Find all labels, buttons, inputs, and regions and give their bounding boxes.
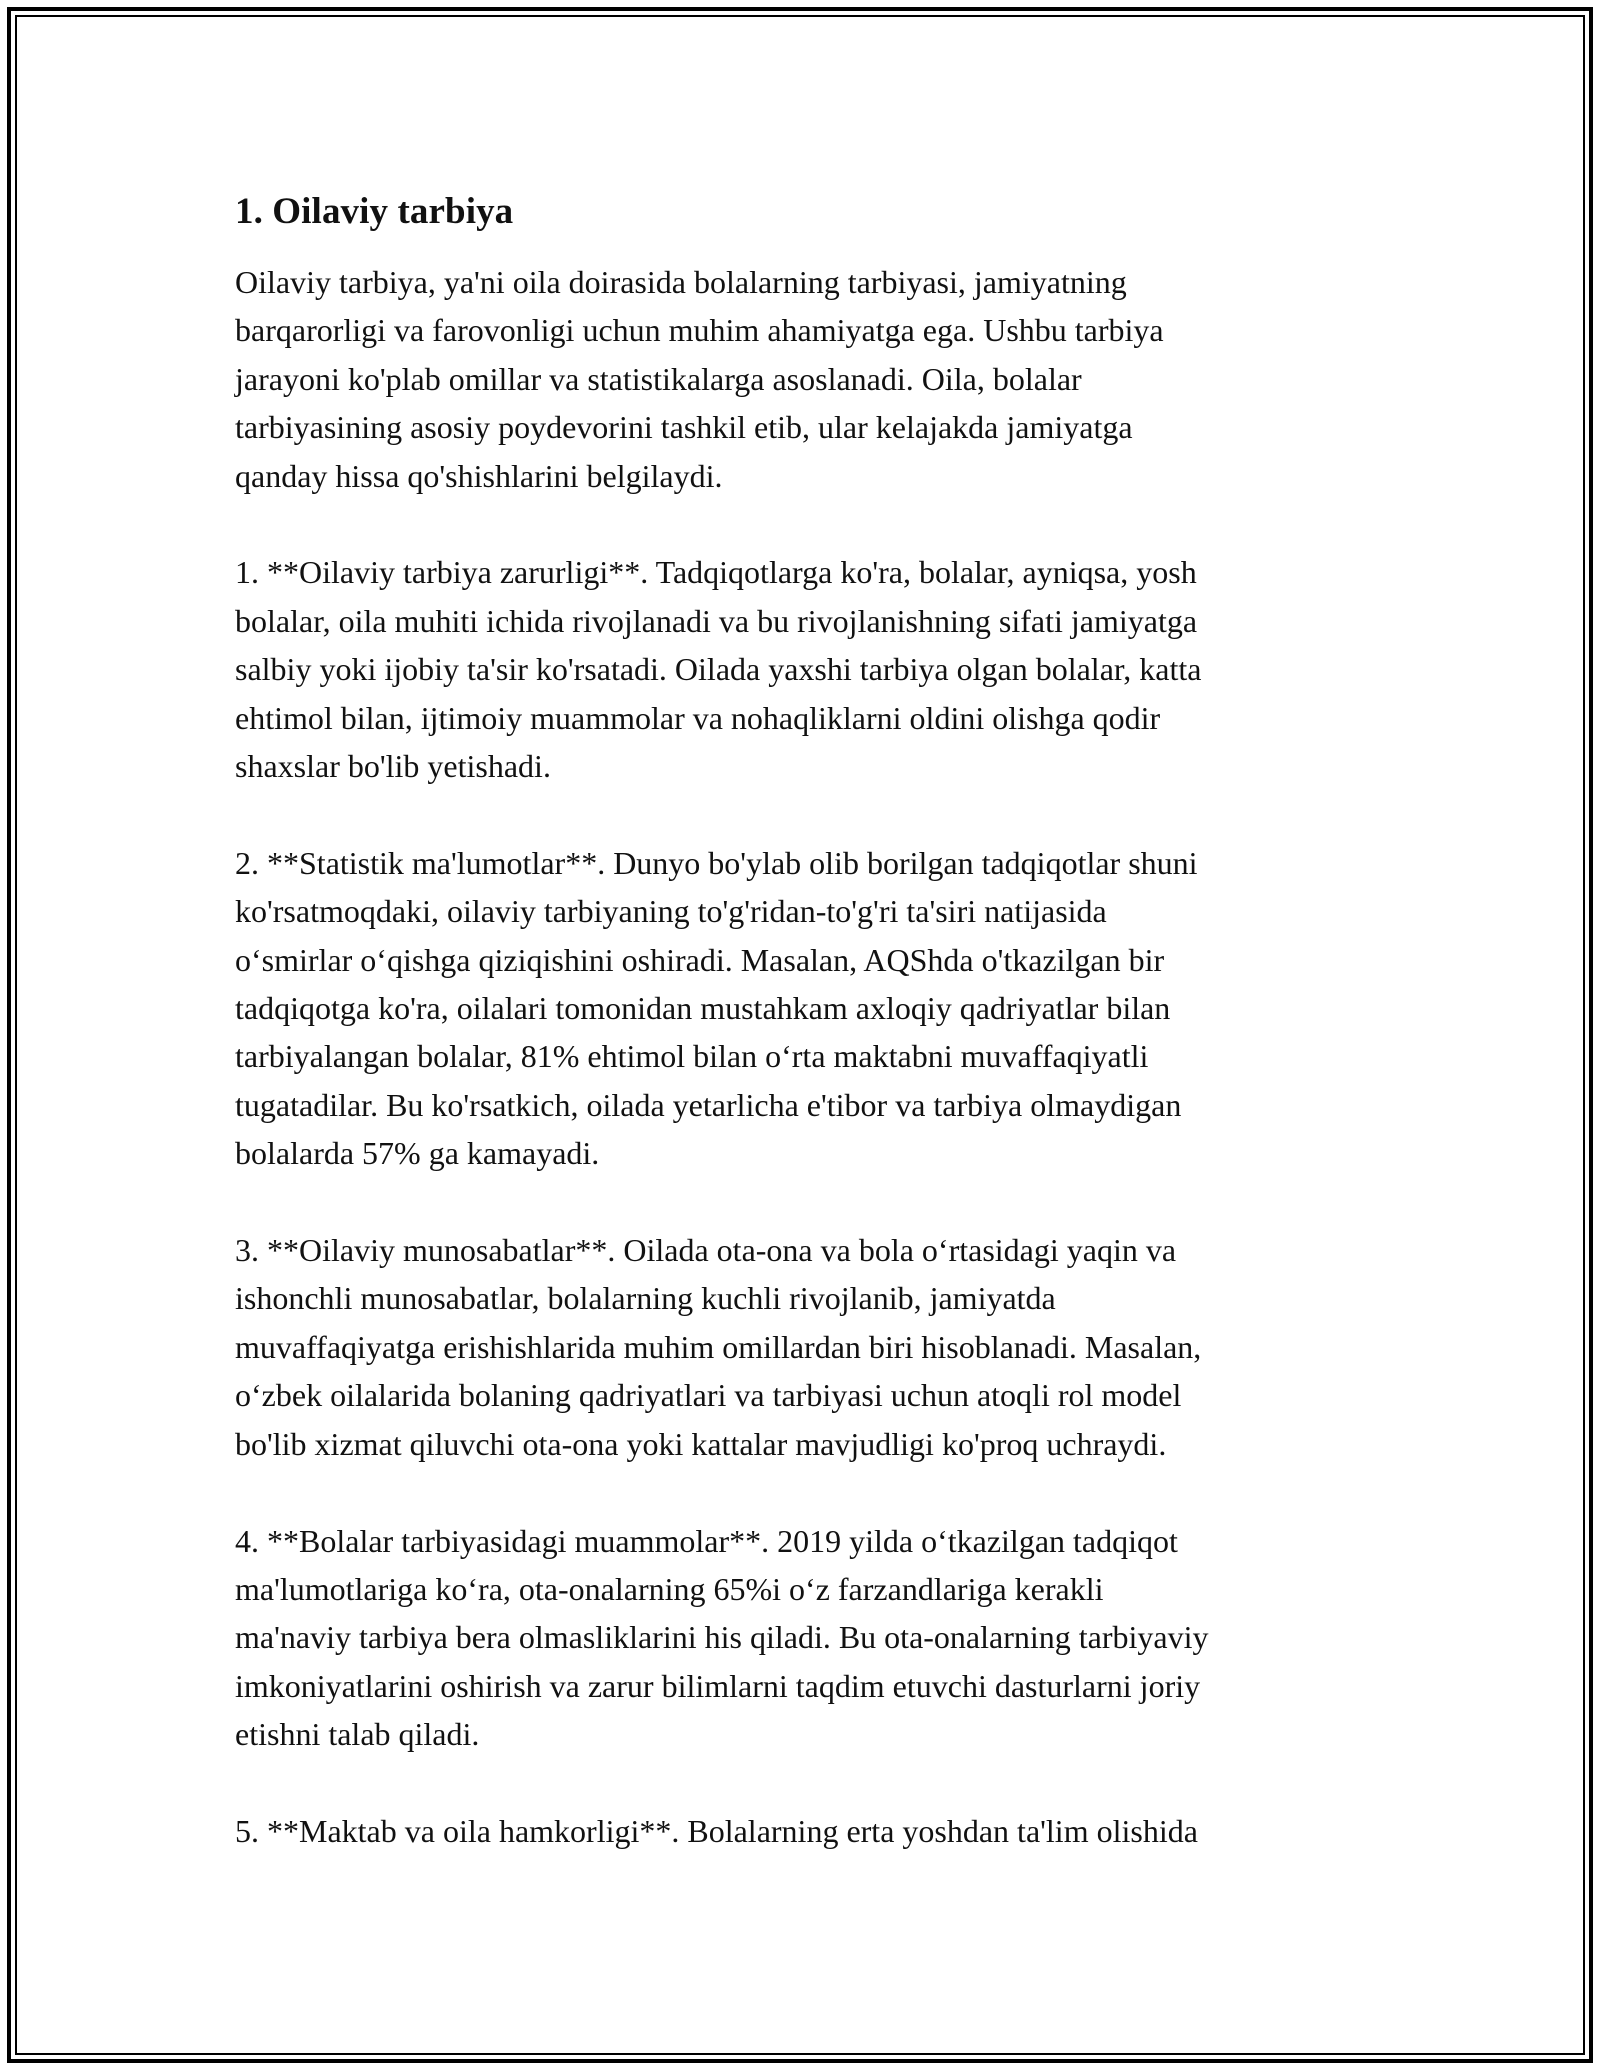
text-line: bo'lib xizmat qiluvchi ota-ona yoki kattalar mavjudligi ko'proq uchraydi. bbox=[235, 1425, 1167, 1462]
text-line: ehtimol bilan, ijtimoiy muammolar va nohaqliklarni oldini olishga qodir bbox=[235, 699, 1161, 736]
paragraph-item-5 bbox=[235, 1807, 1375, 1855]
text-line: ma'lumotlariga koʻra, ota-onalarning 65%i oʻz farzandlariga kerakli bbox=[235, 1570, 1104, 1607]
text-line: 3. **Oilaviy munosabatlar**. Oilada ota-ona va bola oʻrtasidagi yaqin va bbox=[235, 1232, 1177, 1269]
paragraph-intro bbox=[235, 258, 1375, 500]
paragraph-item-2 bbox=[235, 839, 1375, 1178]
text-line: oʻzbek oilalarida bolaning qadriyatlari va tarbiyasi uchun atoqli rol model bbox=[235, 1377, 1182, 1414]
text-line: ma'naviy tarbiya bera olmasliklarini his qiladi. Bu ota-onalarning tarbiyaviy bbox=[235, 1619, 1209, 1656]
text-line: shaxslar bo'lib yetishadi. bbox=[235, 748, 551, 785]
text-line: ishonchli munosabatlar, bolalarning kuchli rivojlanib, jamiyatda bbox=[235, 1280, 1056, 1317]
text-line: ko'rsatmoqdaki, oilaviy tarbiyaning to'g'ridan-to'g'ri ta'siri natijasida bbox=[235, 893, 1107, 930]
text-line: imkoniyatlarini oshirish va zarur bilimlarni taqdim etuvchi dasturlarni joriy bbox=[235, 1667, 1201, 1704]
text-line: 1. **Oilaviy tarbiya zarurligi**. Tadqiqotlarga ko'ra, bolalar, ayniqsa, yosh bbox=[235, 554, 1197, 591]
text-line: tadqiqotga ko'ra, oilalari tomonidan mustahkam axloqiy qadriyatlar bilan bbox=[235, 990, 1171, 1027]
document-body bbox=[235, 188, 1375, 1904]
paragraph-item-1 bbox=[235, 548, 1375, 790]
text-line: 2. **Statistik ma'lumotlar**. Dunyo bo'ylab olib borilgan tadqiqotlar shuni bbox=[235, 844, 1198, 881]
paragraph-item-4 bbox=[235, 1517, 1375, 1759]
text-line: qanday hissa qo'shishlarini belgilaydi. bbox=[235, 457, 723, 494]
text-line: Oilaviy tarbiya, ya'ni oila doirasida bolalarning tarbiyasi, jamiyatning bbox=[235, 264, 1127, 300]
text-line: tarbiyalangan bolalar, 81% ehtimol bilan oʻrta maktabni muvaffaqiyatli bbox=[235, 1038, 1149, 1075]
text-line: jarayoni ko'plab omillar va statistikalarga asoslanadi. Oila, bolalar bbox=[235, 360, 1082, 397]
text-line: muvaffaqiyatga erishishlarida muhim omillardan biri hisoblanadi. Masalan, bbox=[235, 1328, 1202, 1365]
text-line: bolalar, oila muhiti ichida rivojlanadi va bu rivojlanishning sifati jamiyatga bbox=[235, 602, 1198, 639]
text-line: oʻsmirlar oʻqishga qiziqishini oshiradi. Masalan, AQShda o'tkazilgan bir bbox=[235, 941, 1165, 978]
text-line: salbiy yoki ijobiy ta'sir ko'rsatadi. Oilada yaxshi tarbiya olgan bolalar, katta bbox=[235, 651, 1202, 688]
text-line: tarbiyasining asosiy poydevorini tashkil etib, ular kelajakda jamiyatga bbox=[235, 409, 1133, 446]
document-title: 1. Oilaviy tarbiya bbox=[235, 191, 514, 232]
paragraph-item-3 bbox=[235, 1226, 1375, 1468]
text-line: 5. **Maktab va oila hamkorligi**. Bolalarning erta yoshdan ta'lim olishida bbox=[235, 1812, 1198, 1849]
text-line: barqarorligi va farovonligi uchun muhim ahamiyatga ega. Ushbu tarbiya bbox=[235, 312, 1164, 349]
text-line: tugatadilar. Bu ko'rsatkich, oilada yetarlicha e'tibor va tarbiya olmaydigan bbox=[235, 1086, 1182, 1123]
text-line: etishni talab qiladi. bbox=[235, 1716, 480, 1753]
text-line: 4. **Bolalar tarbiyasidagi muammolar**. 2019 yilda oʻtkazilgan tadqiqot bbox=[235, 1522, 1178, 1559]
text-line: bolalarda 57% ga kamayadi. bbox=[235, 1135, 600, 1172]
